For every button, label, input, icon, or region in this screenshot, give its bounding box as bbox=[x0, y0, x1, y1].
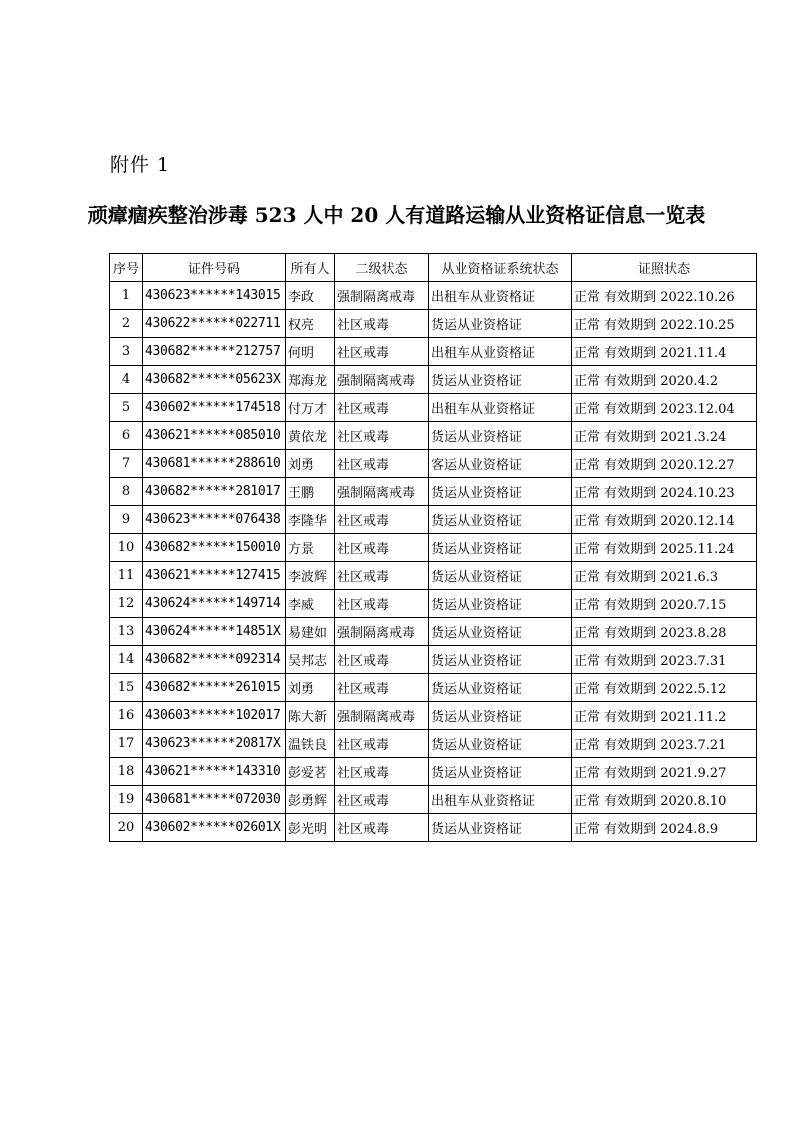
table-row bbox=[110, 702, 757, 730]
license-status: 正常 有效期到 2020.12.27 bbox=[572, 450, 757, 478]
table-row bbox=[110, 786, 757, 814]
row-index: 17 bbox=[110, 730, 143, 758]
owner-name: 彭爱茗 bbox=[286, 758, 335, 786]
table-row bbox=[110, 562, 757, 590]
license-status: 正常 有效期到 2020.12.14 bbox=[572, 506, 757, 534]
owner-name: 何明 bbox=[286, 338, 335, 366]
owner-name: 陈大新 bbox=[286, 702, 335, 730]
header-level2-status: 二级状态 bbox=[335, 254, 429, 282]
license-status: 正常 有效期到 2021.9.27 bbox=[572, 758, 757, 786]
row-index: 8 bbox=[110, 478, 143, 506]
owner-name: 彭勇辉 bbox=[286, 786, 335, 814]
level2-status: 社区戒毒 bbox=[335, 422, 429, 450]
license-status: 正常 有效期到 2020.4.2 bbox=[572, 366, 757, 394]
license-status: 正常 有效期到 2023.7.21 bbox=[572, 730, 757, 758]
level2-status: 社区戒毒 bbox=[335, 786, 429, 814]
level2-status: 社区戒毒 bbox=[335, 310, 429, 338]
row-index: 13 bbox=[110, 618, 143, 646]
table-row bbox=[110, 590, 757, 618]
owner-name: 刘勇 bbox=[286, 450, 335, 478]
owner-name: 王鹏 bbox=[286, 478, 335, 506]
table-row bbox=[110, 394, 757, 422]
row-index: 11 bbox=[110, 562, 143, 590]
row-index: 15 bbox=[110, 674, 143, 702]
level2-status: 强制隔离戒毒 bbox=[335, 366, 429, 394]
license-status: 正常 有效期到 2023.7.31 bbox=[572, 646, 757, 674]
owner-name: 付万才 bbox=[286, 394, 335, 422]
owner-name: 方景 bbox=[286, 534, 335, 562]
header-system-status: 从业资格证系统状态 bbox=[429, 254, 572, 282]
table-row bbox=[110, 730, 757, 758]
level2-status: 社区戒毒 bbox=[335, 814, 429, 842]
table-row bbox=[110, 366, 757, 394]
table-row bbox=[110, 282, 757, 310]
owner-name: 李威 bbox=[286, 590, 335, 618]
row-index: 20 bbox=[110, 814, 143, 842]
id-number: 430624******149714 bbox=[143, 590, 286, 618]
level2-status: 强制隔离戒毒 bbox=[335, 702, 429, 730]
row-index: 2 bbox=[110, 310, 143, 338]
table-row bbox=[110, 618, 757, 646]
license-status: 正常 有效期到 2022.10.25 bbox=[572, 310, 757, 338]
owner-name: 黄依龙 bbox=[286, 422, 335, 450]
license-status: 正常 有效期到 2025.11.24 bbox=[572, 534, 757, 562]
owner-name: 李波辉 bbox=[286, 562, 335, 590]
level2-status: 强制隔离戒毒 bbox=[335, 618, 429, 646]
attachment-label: 附件 1 bbox=[110, 154, 171, 176]
id-number: 430682******092314 bbox=[143, 646, 286, 674]
system-status: 货运从业资格证 bbox=[429, 646, 572, 674]
id-number: 430682******212757 bbox=[143, 338, 286, 366]
level2-status: 社区戒毒 bbox=[335, 646, 429, 674]
system-status: 货运从业资格证 bbox=[429, 534, 572, 562]
system-status: 货运从业资格证 bbox=[429, 366, 572, 394]
level2-status: 社区戒毒 bbox=[335, 450, 429, 478]
row-index: 5 bbox=[110, 394, 143, 422]
system-status: 出租车从业资格证 bbox=[429, 282, 572, 310]
table-row bbox=[110, 534, 757, 562]
system-status: 货运从业资格证 bbox=[429, 702, 572, 730]
level2-status: 社区戒毒 bbox=[335, 562, 429, 590]
license-status: 正常 有效期到 2022.10.26 bbox=[572, 282, 757, 310]
id-number: 430621******127415 bbox=[143, 562, 286, 590]
id-number: 430682******05623X bbox=[143, 366, 286, 394]
owner-name: 郑海龙 bbox=[286, 366, 335, 394]
level2-status: 社区戒毒 bbox=[335, 394, 429, 422]
level2-status: 社区戒毒 bbox=[335, 338, 429, 366]
system-status: 货运从业资格证 bbox=[429, 506, 572, 534]
document-title: 顽瘴痼疾整治涉毒 523 人中 20 人有道路运输从业资格证信息一览表 bbox=[87, 203, 706, 227]
id-number: 430682******261015 bbox=[143, 674, 286, 702]
id-number: 430602******174518 bbox=[143, 394, 286, 422]
license-status: 正常 有效期到 2021.3.24 bbox=[572, 422, 757, 450]
license-status: 正常 有效期到 2024.10.23 bbox=[572, 478, 757, 506]
id-number: 430682******150010 bbox=[143, 534, 286, 562]
id-number: 430624******14851X bbox=[143, 618, 286, 646]
table-row bbox=[110, 422, 757, 450]
table-row bbox=[110, 758, 757, 786]
system-status: 货运从业资格证 bbox=[429, 422, 572, 450]
header-index: 序号 bbox=[110, 254, 143, 282]
row-index: 12 bbox=[110, 590, 143, 618]
level2-status: 社区戒毒 bbox=[335, 758, 429, 786]
license-status: 正常 有效期到 2021.6.3 bbox=[572, 562, 757, 590]
id-number: 430681******072030 bbox=[143, 786, 286, 814]
owner-name: 彭光明 bbox=[286, 814, 335, 842]
id-number: 430621******085010 bbox=[143, 422, 286, 450]
row-index: 6 bbox=[110, 422, 143, 450]
table-row bbox=[110, 814, 757, 842]
table-row bbox=[110, 478, 757, 506]
table-row bbox=[110, 506, 757, 534]
row-index: 16 bbox=[110, 702, 143, 730]
level2-status: 社区戒毒 bbox=[335, 730, 429, 758]
table-row bbox=[110, 450, 757, 478]
system-status: 出租车从业资格证 bbox=[429, 786, 572, 814]
level2-status: 强制隔离戒毒 bbox=[335, 478, 429, 506]
owner-name: 李隆华 bbox=[286, 506, 335, 534]
system-status: 货运从业资格证 bbox=[429, 758, 572, 786]
owner-name: 刘勇 bbox=[286, 674, 335, 702]
system-status: 货运从业资格证 bbox=[429, 310, 572, 338]
system-status: 货运从业资格证 bbox=[429, 730, 572, 758]
id-number: 430603******102017 bbox=[143, 702, 286, 730]
id-number: 430622******022711 bbox=[143, 310, 286, 338]
id-number: 430623******20817X bbox=[143, 730, 286, 758]
license-status: 正常 有效期到 2021.11.4 bbox=[572, 338, 757, 366]
level2-status: 社区戒毒 bbox=[335, 674, 429, 702]
row-index: 7 bbox=[110, 450, 143, 478]
id-number: 430681******288610 bbox=[143, 450, 286, 478]
id-number: 430623******076438 bbox=[143, 506, 286, 534]
row-index: 3 bbox=[110, 338, 143, 366]
system-status: 货运从业资格证 bbox=[429, 814, 572, 842]
system-status: 出租车从业资格证 bbox=[429, 394, 572, 422]
license-status: 正常 有效期到 2022.5.12 bbox=[572, 674, 757, 702]
license-table bbox=[109, 253, 757, 842]
table-row bbox=[110, 674, 757, 702]
row-index: 1 bbox=[110, 282, 143, 310]
header-license-status: 证照状态 bbox=[572, 254, 757, 282]
row-index: 14 bbox=[110, 646, 143, 674]
license-status: 正常 有效期到 2023.12.04 bbox=[572, 394, 757, 422]
owner-name: 权亮 bbox=[286, 310, 335, 338]
system-status: 货运从业资格证 bbox=[429, 590, 572, 618]
license-status: 正常 有效期到 2020.7.15 bbox=[572, 590, 757, 618]
system-status: 出租车从业资格证 bbox=[429, 338, 572, 366]
id-number: 430682******281017 bbox=[143, 478, 286, 506]
license-status: 正常 有效期到 2024.8.9 bbox=[572, 814, 757, 842]
id-number: 430621******143310 bbox=[143, 758, 286, 786]
id-number: 430623******143015 bbox=[143, 282, 286, 310]
level2-status: 强制隔离戒毒 bbox=[335, 282, 429, 310]
license-status: 正常 有效期到 2021.11.2 bbox=[572, 702, 757, 730]
row-index: 10 bbox=[110, 534, 143, 562]
owner-name: 易建如 bbox=[286, 618, 335, 646]
table-row bbox=[110, 338, 757, 366]
license-status: 正常 有效期到 2020.8.10 bbox=[572, 786, 757, 814]
system-status: 货运从业资格证 bbox=[429, 478, 572, 506]
header-id-number: 证件号码 bbox=[143, 254, 286, 282]
row-index: 18 bbox=[110, 758, 143, 786]
level2-status: 社区戒毒 bbox=[335, 506, 429, 534]
system-status: 客运从业资格证 bbox=[429, 450, 572, 478]
owner-name: 吴邦志 bbox=[286, 646, 335, 674]
row-index: 9 bbox=[110, 506, 143, 534]
row-index: 19 bbox=[110, 786, 143, 814]
table-row bbox=[110, 310, 757, 338]
owner-name: 李政 bbox=[286, 282, 335, 310]
table-row bbox=[110, 646, 757, 674]
table-header-row bbox=[110, 254, 757, 282]
level2-status: 社区戒毒 bbox=[335, 534, 429, 562]
table-body bbox=[110, 282, 757, 842]
level2-status: 社区戒毒 bbox=[335, 590, 429, 618]
system-status: 货运从业资格证 bbox=[429, 618, 572, 646]
license-status: 正常 有效期到 2023.8.28 bbox=[572, 618, 757, 646]
row-index: 4 bbox=[110, 366, 143, 394]
system-status: 货运从业资格证 bbox=[429, 562, 572, 590]
id-number: 430602******02601X bbox=[143, 814, 286, 842]
owner-name: 温铁良 bbox=[286, 730, 335, 758]
header-owner: 所有人 bbox=[286, 254, 335, 282]
system-status: 货运从业资格证 bbox=[429, 674, 572, 702]
